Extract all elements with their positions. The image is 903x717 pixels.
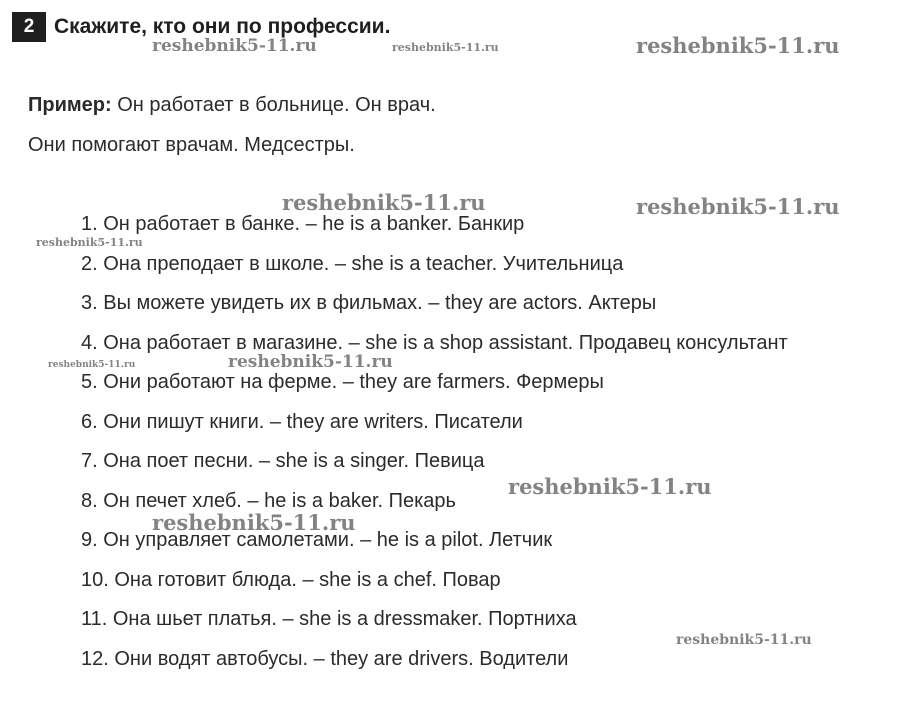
answer-item-3: 3. Вы можете увидеть их в фильмах. – they are actors. Актеры bbox=[81, 292, 657, 314]
answer-item-12: 12. Они водят автобусы. – they are drivers. Водители bbox=[81, 647, 569, 670]
example-label: Пример: bbox=[28, 94, 112, 116]
watermark: reshebnik5-11.ru bbox=[636, 33, 840, 58]
watermark: reshebnik5-11.ru bbox=[152, 36, 317, 56]
watermark: reshebnik5-11.ru bbox=[676, 632, 812, 648]
answer-item-5: 5. Они работают на ферме. – they are farmers. Фермеры bbox=[81, 371, 604, 393]
watermark: reshebnik5-11.ru bbox=[508, 474, 712, 499]
answer-item-7: 7. Она поет песни. – she is a singer. Певица bbox=[81, 450, 485, 472]
answer-item-11: 11. Она шьет платья. – she is a dressmaker. Портниха bbox=[81, 608, 577, 630]
answer-item-8: 8. Он печет хлеб. – he is a baker. Пекарь bbox=[81, 489, 456, 512]
answer-item-6: 6. Они пишут книги. – they are writers. Писатели bbox=[81, 410, 523, 433]
watermark: reshebnik5-11.ru bbox=[636, 194, 840, 219]
watermark: reshebnik5-11.ru bbox=[152, 510, 356, 535]
answers-list bbox=[81, 210, 788, 684]
watermark: reshebnik5-11.ru bbox=[48, 360, 136, 370]
task-title: Скажите, кто они по профессии. bbox=[54, 15, 391, 38]
answer-item-10: 10. Она готовит блюда. – she is a chef. Повар bbox=[81, 568, 501, 591]
example-line-2: Они помогают врачам. Медсестры. bbox=[28, 134, 355, 156]
task-number-badge: 2 bbox=[12, 12, 46, 42]
watermark: reshebnik5-11.ru bbox=[228, 352, 393, 372]
example-text: Он работает в больнице. Он врач. bbox=[111, 94, 436, 116]
answer-item-4: 4. Она работает в магазине. – she is a shop assistant. Продавец консультант bbox=[81, 331, 788, 354]
example-line-1 bbox=[28, 92, 436, 118]
watermark: reshebnik5-11.ru bbox=[282, 190, 486, 215]
answer-item-9: 9. Он управляет самолетами. – he is a pilot. Летчик bbox=[81, 529, 553, 551]
watermark: reshebnik5-11.ru bbox=[36, 236, 143, 249]
answer-item-2: 2. Она преподает в школе. – she is a teacher. Учительница bbox=[81, 252, 624, 275]
watermark: reshebnik5-11.ru bbox=[392, 41, 499, 54]
answer-item-1: 1. Он работает в банке. – he is a banker. Банкир bbox=[81, 213, 525, 235]
